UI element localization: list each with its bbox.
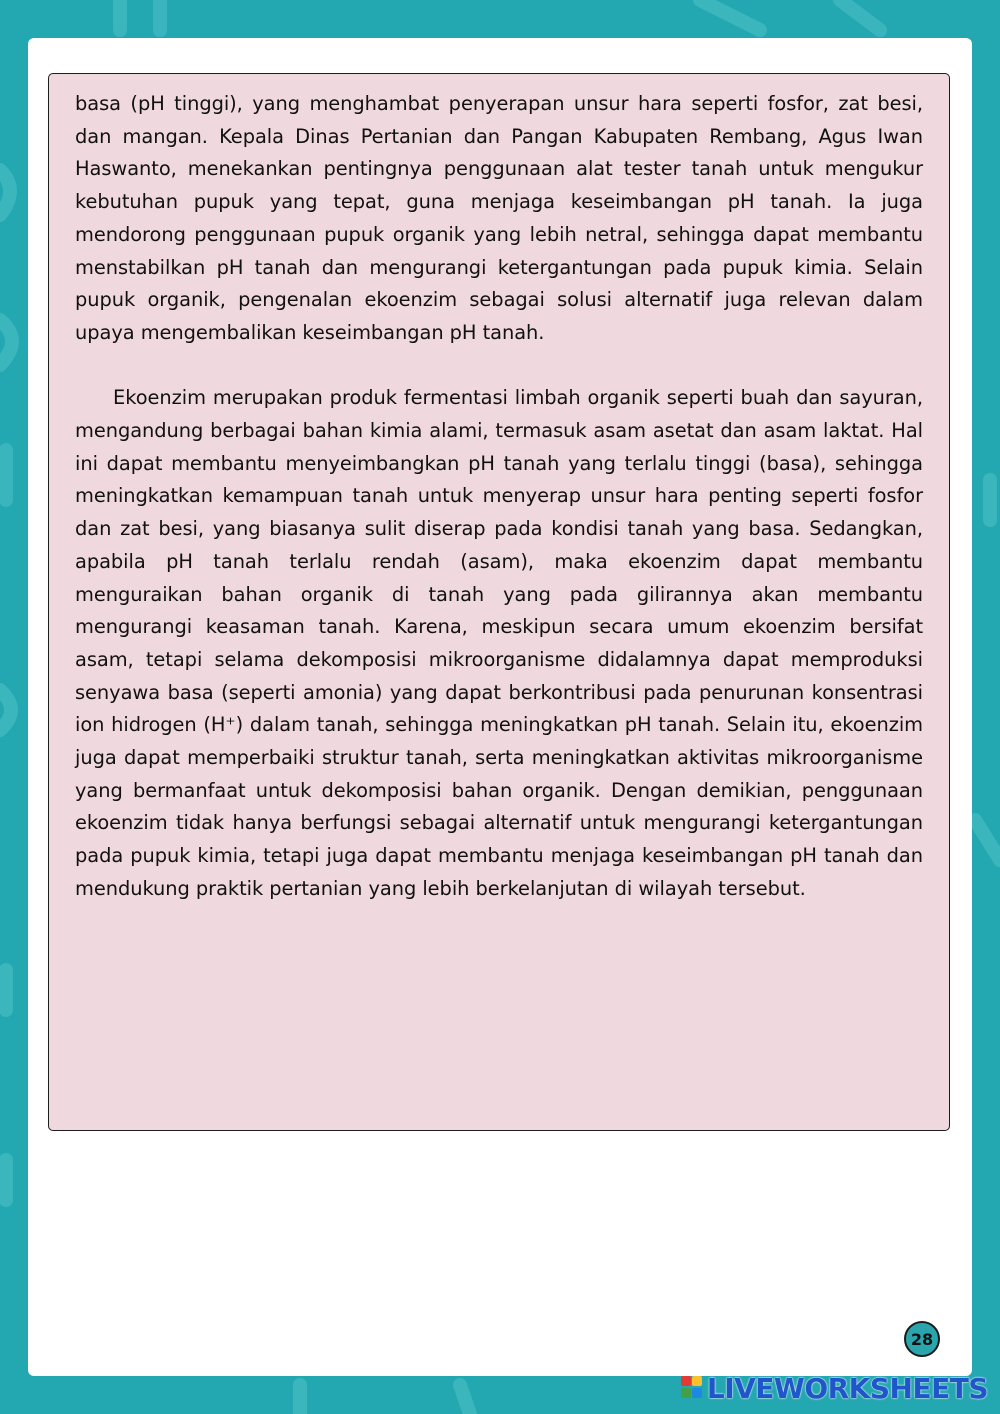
page-number-badge: 28 (904, 1321, 940, 1357)
worksheet-page (28, 38, 972, 1376)
watermark-text: LIVEWORKSHEETS (706, 1371, 988, 1405)
article-text-box (48, 73, 950, 1131)
paragraph-1: basa (pH tinggi), yang menghambat penyerapan unsur hara seperti fosfor, zat besi, dan mangan. Kepala Dinas Pertanian dan Pangan Kabupaten Rembang, Agus Iwan Haswanto, menekankan pentingnya penggunaan alat tester tanah untuk mengukur kebutuhan pupuk yang tepat, guna menjaga keseimbangan pH tanah. Ia juga mendorong penggunaan pupuk organik yang lebih netral, sehingga dapat membantu menstabilkan pH tanah dan mengurangi ketergantungan pada pupuk kimia. Selain pupuk organik, pengenalan ekoenzim sebagai solusi alternatif juga relevan dalam upaya mengembalikan keseimbangan pH tanah. (75, 92, 923, 344)
liveworksheets-watermark (681, 1370, 988, 1406)
liveworksheets-logo-icon (681, 1376, 703, 1400)
paragraph-2: Ekoenzim merupakan produk fermentasi limbah organik seperti buah dan sayuran, mengandung berbagai bahan kimia alami, termasuk asam asetat dan asam laktat. Hal ini dapat membantu menyeimbangkan pH tanah yang terlalu tinggi (basa), sehingga meningkatkan kemampuan tanah untuk menyerap unsur hara penting seperti fosfor dan zat besi, yang biasanya sulit diserap pada kondisi tanah yang basa. Sedangkan, apabila pH tanah terlalu rendah (asam), maka ekoenzim dapat membantu menguraikan bahan organik di tanah yang pada gilirannya akan membantu mengurangi keasaman tanah. Karena, meskipun secara umum ekoenzim bersifat asam, tetapi selama dekomposisi mikroorganisme didalamnya dapat memproduksi senyawa basa (seperti amonia) yang dapat berkontribusi pada penurunan konsentrasi ion hidrogen (H⁺) dalam tanah, sehingga meningkatkan pH tanah. Selain itu, ekoenzim juga dapat memperbaiki struktur tanah, serta meningkatkan aktivitas mikroorganisme yang bermanfaat untuk dekomposisi bahan organik. Dengan demikian, penggunaan ekoenzim tidak hanya berfungsi sebagai alternatif untuk mengurangi ketergantungan pada pupuk kimia, tetapi juga dapat membantu menjaga keseimbangan pH tanah dan mendukung praktik pertanian yang lebih berkelanjutan di wilayah tersebut. (75, 386, 923, 900)
